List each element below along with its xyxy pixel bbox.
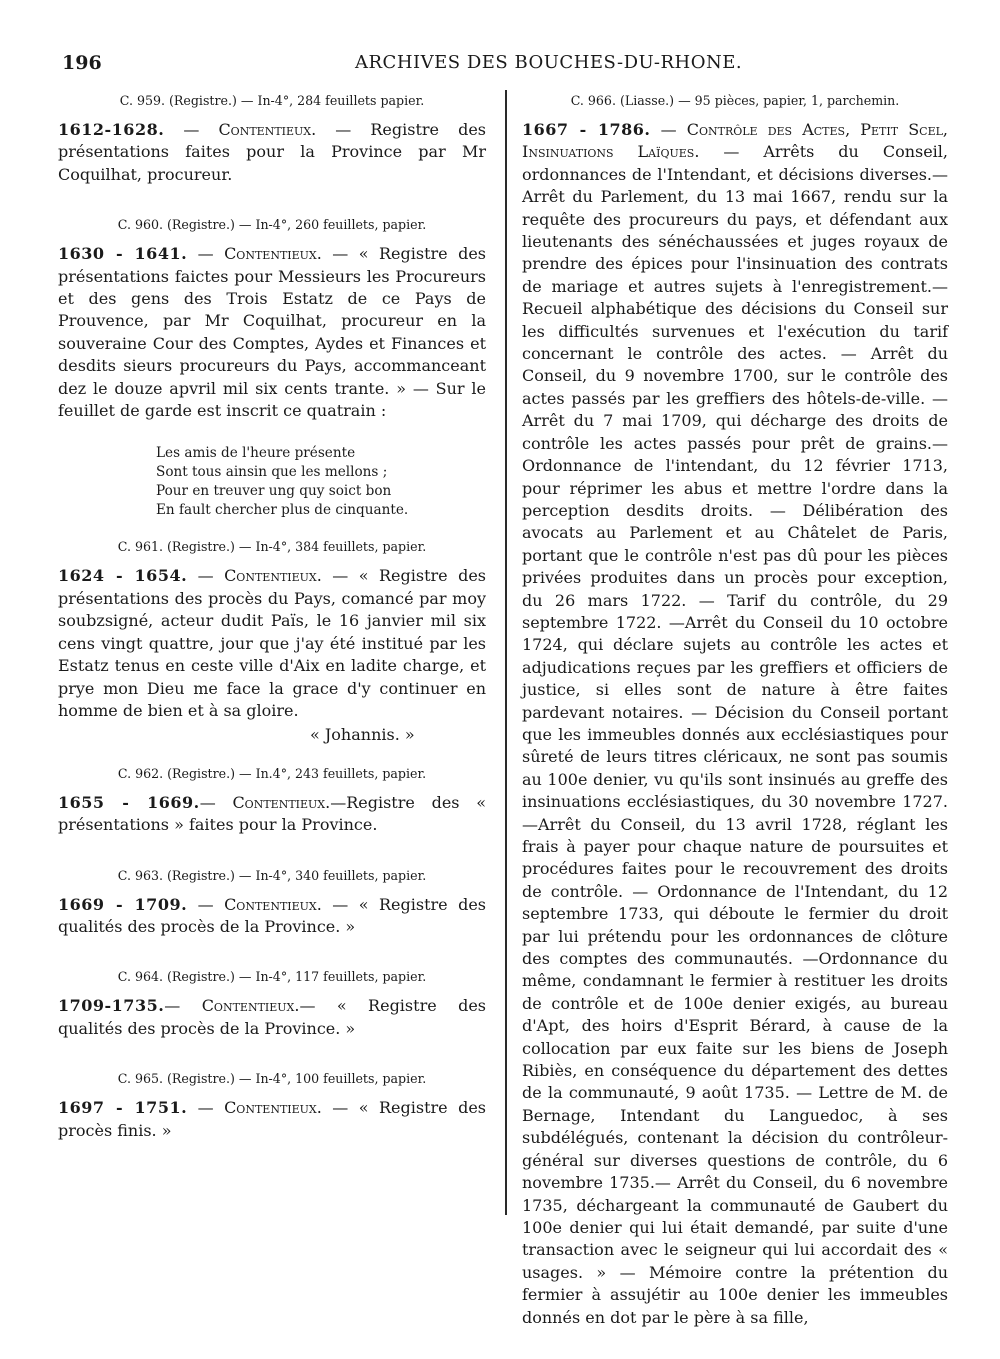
entry-c962 — [58, 765, 486, 837]
entry-reference: C. 960. (Registre.) — In-4°, 260 feuillets, papier. — [117, 217, 427, 233]
entry-text: — Registre des présentations faites pour la Province par Mr Coquilhat, procureur. — [58, 120, 487, 184]
entry-reference: C. 961. (Registre.) — In-4°, 384 feuillets, papier. — [117, 539, 427, 555]
entry-dates: 1709-1735. — [58, 996, 165, 1016]
right-column — [522, 92, 948, 1359]
left-column — [58, 92, 486, 1172]
entry-reference: C. 965. (Registre.) — In-4°, 100 feuillets, papier. — [117, 1071, 427, 1087]
entry-c966 — [522, 92, 948, 1329]
entry-reference: C. 964. (Registre.) — In-4°, 117 feuillets, papier. — [117, 969, 427, 985]
verse-line: Sont tous ainsin que les mellons ; — [156, 464, 388, 481]
entry-c960 — [58, 216, 486, 520]
entry-body: 1630 - 1641. — Contentieux. — « Registre des présentations faictes pour Messieurs les Procureurs et des gens des Trois Estatz de ce Pays de Prouvence, par Mr Coquilhat, procureur en la souveraine Cour des Comptes, Aydes et Finances et desdits sieurs procureurs du Pays, accommanceant dez le douze apvril mil six cents trante. » — Sur le feuillet de garde est inscrit ce quatrain : — [58, 244, 486, 421]
column-divider — [505, 90, 507, 1215]
entry-body: 1709-1735.— Contentieux.— « Registre des qualités des procès de la Province. » — [58, 996, 486, 1038]
entry-section: Contentieux. — [201, 996, 300, 1016]
page-number: 196 — [62, 52, 102, 74]
entry-reference: C. 962. (Registre.) — In.4°, 243 feuillets, papier. — [117, 765, 427, 781]
entry-section: Contentieux. — [224, 1098, 322, 1118]
entry-text: — Arrêts du Conseil, ordonnances de l'Intendant, et décisions diverses.— Arrêt du Parlement, du 13 mai 1667, rendu sur la requête des procureurs du pays, et défendant aux lieutenants des sénéchaussées et juges royaux de prendre des épices pour l'insinuation des contrats de mariage et autres sujets à l'enregistrement.—Recueil alphabétique des décisions du Conseil sur les difficultés survenues et l'exécution du tarif concernant le contrôle des actes. — Arrêt du Conseil, du 9 novembre 1700, sur le contrôle des actes passés par les greffiers des hôtels-de-ville. — Arrêt du 7 mai 1709, qui décharge des droits de contrôle les actes passés pour prêt de grains.—Ordonnance de l'intendant, du 12 février 1713, pour réprimer les abus et mettre l'ordre dans la perception desdits droits. — Délibération des avocats au Parlement et au Châtelet de Paris, portant que le contrôle n'est pas dû pour les pièces privées produites dans un procès pour exception, du 26 mars 1722. — Tarif du contrôle, du 29 septembre 1722. —Arrêt du Conseil du 10 octobre 1724, qui déclare sujets au contrôle les actes et adjudications reçues par les greffiers et officiers de justice, si elles sont de nature à être faites pardevant notaires. — Décision du Conseil portant que les immeubles donnés aux ecclésiastiques pour sûreté de leurs titres cléricaux, ne sont pas soumis au 100e denier, vu qu'ils sont insinués au greffe des insinuations ecclésiastiques, du 30 novembre 1727.—Arrêt du Conseil, du 13 avril 1728, réglant les frais à payer pour chaque nature de poursuites et procédures faites pour le recouvrement des droits de contrôle. — Ordonnance de l'Intendant, du 12 septembre 1733, qui déboute le fermier du droit par lui prétendu pour les ordonnances de clôture des comptes des communautés. —Ordonnance du même, condamnant le fermier à restituer les droits de contrôle et de 100e denier exigés, au bureau d'Apt, des hoirs d'Esprit Bérard, à cause de la collocation par eux faite sur les biens de Joseph Ribiès, en conséquence du département des dettes de la communauté, 9 août 1735. — Lettre de M. de Bernage, Intendant du Languedoc, à ses subdélégués, contenant la décision du contrôleur-général sur diverses questions de contrôle, du 6 novembre 1735.— Arrêt du Conseil, du 6 novembre 1735, déchargeant la communauté de Gaubert du 100e denier qui lui était demandé, par suite d'une transaction avec le seigneur qui lui accordait des « usages. » — Mémoire contre la prétention du fermier à assujétir au 100e denier les immeubles donnés en dot par le père à sa fille, — [522, 142, 949, 1327]
page-header — [0, 52, 1000, 78]
entry-c964 — [58, 968, 486, 1040]
entry-text: — « Registre des qualités des procès de la Province. » — [58, 894, 486, 936]
entry-reference: C. 966. (Liasse.) — 95 pièces, papier, 1, parchemin. — [570, 93, 900, 108]
entry-section: Contentieux. — [224, 894, 322, 914]
entry-dates: 1612-1628. — [58, 120, 165, 139]
entry-c959 — [58, 92, 486, 186]
entry-body: 1669 - 1709. — Contentieux. — « Registre des qualités des procès de la Province. » — [58, 894, 486, 936]
entry-body: 1612-1628. — Contentieux. — Registre des présentations faites pour la Province par Mr Coquilhat, procureur. — [58, 120, 487, 184]
entry-body: 1655 - 1669.— Contentieux.—Registre des « présentations » faites pour la Province. — [58, 792, 487, 835]
verse-line: Pour en treuver ung quy soict bon — [156, 483, 392, 500]
entry-c961 — [58, 538, 486, 746]
entry-text: — « Registre des qualités des procès de la Province. » — [58, 996, 486, 1038]
entry-section: Contentieux. — [224, 566, 322, 586]
entry-dates: 1655 - 1669. — [58, 792, 200, 812]
quatrain — [156, 444, 486, 520]
entry-c963 — [58, 867, 486, 939]
entry-c965 — [58, 1070, 486, 1142]
entry-text: — « Registre des présentations faictes pour Messieurs les Procureurs et des gens des Trois Estatz de ce Pays de Prouvence, par Mr Coquilhat, procureur en la souveraine Cour des Comptes, Aydes et Finances et desdits sieurs procureurs du Pays, accommanceant dez le douze apvril mil six cents trante. » — Sur le feuillet de garde est inscrit ce quatrain : — [58, 244, 486, 421]
entry-section: Contentieux. — [224, 244, 322, 264]
verse-line: Les amis de l'heure présente — [156, 445, 356, 462]
entry-section: Contrôle des Actes, Petit Scel, Insinuations Laïques. — [522, 120, 948, 162]
entry-section: Contentieux. — [218, 120, 317, 139]
entry-dates: 1667 - 1786. — [522, 120, 651, 139]
entry-reference: C. 963. (Registre.) — In-4°, 340 feuillets, papier. — [117, 867, 427, 883]
verse-line: En fault chercher plus de cinquante. — [156, 502, 409, 519]
entry-dates: 1624 - 1654. — [58, 566, 188, 586]
signature: « Johannis. » — [310, 725, 415, 745]
running-title: ARCHIVES DES BOUCHES-DU-RHONE. — [355, 52, 743, 73]
entry-body: 1697 - 1751. — Contentieux. — « Registre des procès finis. » — [58, 1098, 486, 1140]
entry-body: 1624 - 1654. — Contentieux. — « Registre des présentations des procès du Pays, comancé par moy soubzsigné, acteur dudit Païs, le 16 janvier mil six cens vingt quattre, jour que j'ay été institué par les Estatz tenus en ceste ville d'Aix en ladite charge, et prye mon Dieu me face la grace d'y continuer en homme de bien et à sa gloire. — [58, 566, 486, 720]
entry-dates: 1669 - 1709. — [58, 894, 188, 914]
entry-body: 1667 - 1786. — Contrôle des Actes, Petit Scel, Insinuations Laïques. — Arrêts du Conseil, ordonnances de l'Intendant, et décisions diverses.— Arrêt du Parlement, du 13 mai 1667, rendu sur la requête des procureurs du pays, et défendant aux lieutenants des sénéchaussées et juges royaux de prendre des épices pour l'insinuation des contrats de mariage et autres sujets à l'enregistrement.—Recueil alphabétique des décisions du Conseil sur les difficultés survenues et l'exécution du tarif concernant le contrôle des actes. — Arrêt du Conseil, du 9 novembre 1700, sur le contrôle des actes passés par les greffiers des hôtels-de-ville. — Arrêt du 7 mai 1709, qui décharge des droits de contrôle les actes passés pour prêt de grains.—Ordonnance de l'intendant, du 12 février 1713, pour réprimer les abus et mettre l'ordre dans la perception desdits droits. — Délibération des avocats au Parlement et au Châtelet de Paris, portant que le contrôle n'est pas dû pour les pièces privées produites dans un procès pour exception, du 26 mars 1722. — Tarif du contrôle, du 29 septembre 1722. —Arrêt du Conseil du 10 octobre 1724, qui déclare sujets au contrôle les actes et adjudications reçues par les greffiers et officiers de justice, si elles sont de nature à être faites pardevant notaires. — Décision du Conseil portant que les immeubles donnés aux ecclésiastiques pour sûreté de leurs titres cléricaux, ne sont pas soumis au 100e denier, vu qu'ils sont insinués au greffe des insinuations ecclésiastiques, du 30 novembre 1727.—Arrêt du Conseil, du 13 avril 1728, réglant les frais à payer pour chaque nature de poursuites et procédures faites pour le recouvrement des droits de contrôle. — Ordonnance de l'Intendant, du 12 septembre 1733, qui déboute le fermier du droit par lui prétendu pour les ordonnances de clôture des comptes des communautés. —Ordonnance du même, condamnant le fermier à restituer les droits de contrôle et de 100e denier exigés, au bureau d'Apt, des hoirs d'Esprit Bérard, à cause de la collocation par eux faite sur les biens de Joseph Ribiès, en conséquence du département des dettes de la communauté, 9 août 1735. — Lettre de M. de Bernage, Intendant du Languedoc, à ses subdélégués, contenant la décision du contrôleur-général sur diverses questions de contrôle, du 6 novembre 1735.— Arrêt du Conseil, du 6 novembre 1735, déchargeant la communauté de Gaubert du 100e denier qui lui était demandé, par suite d'une transaction avec le seigneur qui lui accordait des « usages. » — Mémoire contre la prétention du fermier à assujétir au 100e denier les immeubles donnés en dot par le père à sa fille, — [522, 120, 949, 1327]
entry-section: Contentieux. — [232, 792, 331, 812]
entry-text: —Registre des « présentations » faites pour la Province. — [58, 792, 487, 835]
entry-dates: 1697 - 1751. — [58, 1098, 188, 1118]
entry-dates: 1630 - 1641. — [58, 244, 188, 264]
entry-text: — « Registre des procès finis. » — [58, 1098, 486, 1140]
entry-reference: C. 959. (Registre.) — In-4°, 284 feuillets papier. — [119, 93, 425, 108]
entry-text: — « Registre des présentations des procès du Pays, comancé par moy soubzsigné, acteur dudit Païs, le 16 janvier mil six cens vingt quattre, jour que j'ay été institué par les Estatz tenus en ceste ville d'Aix en ladite charge, et prye mon Dieu me face la grace d'y continuer en homme de bien et à sa gloire. — [58, 566, 486, 720]
